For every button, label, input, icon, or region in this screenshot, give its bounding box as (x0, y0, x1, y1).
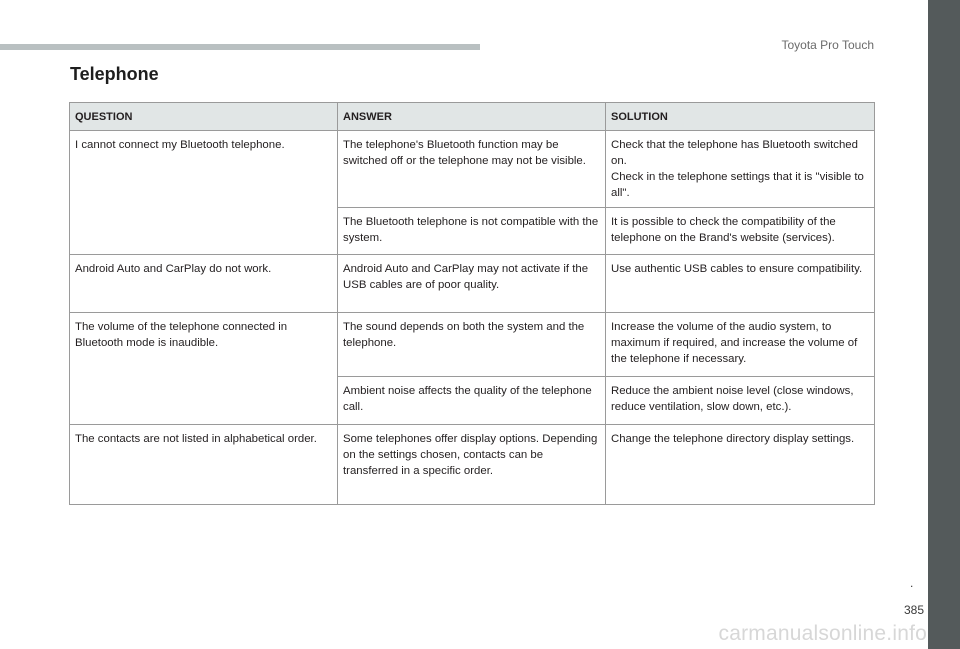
solution-line: Use authentic USB cables to ensure compatibility. (611, 263, 863, 275)
solution-line: Increase the volume of the audio system, to maximum if required, and increase the volume of the telephone if necessary. (611, 321, 858, 365)
chapter-side-bar (928, 0, 960, 649)
table-row (70, 425, 875, 505)
solution-cell (606, 425, 875, 505)
table-header-row (70, 103, 875, 131)
header-solution: SOLUTION (606, 103, 875, 131)
header-answer: ANSWER (338, 103, 606, 131)
answer-cell: The telephone's Bluetooth function may be switched off or the telephone may not be visible. (338, 131, 606, 208)
solution-line: Reduce the ambient noise level (close windows, reduce ventilation, slow down, etc.). (611, 385, 854, 413)
section-title: Telephone (70, 64, 159, 84)
table-row (70, 255, 875, 313)
page-dots: . (910, 576, 914, 590)
question-cell: I cannot connect my Bluetooth telephone. (70, 131, 338, 255)
solution-line: Check that the telephone has Bluetooth switched on. (611, 139, 858, 167)
table-row (70, 313, 875, 377)
troubleshooting-table (69, 102, 875, 505)
solution-line: It is possible to check the compatibility of the telephone on the Brand's website (services). (611, 216, 836, 244)
solution-cell (606, 255, 875, 313)
solution-cell (606, 208, 875, 255)
answer-cell: Some telephones offer display options. Depending on the settings chosen, contacts can be transferred in a specific order. (338, 425, 606, 505)
watermark: carmanualsonline.info (718, 622, 927, 645)
solution-cell (606, 313, 875, 377)
page-number: 385 (903, 603, 924, 617)
solution-cell (606, 131, 875, 208)
header-question: QUESTION (70, 103, 338, 131)
question-cell: The contacts are not listed in alphabetical order. (70, 425, 338, 505)
solution-line: Check in the telephone settings that it is "visible to all". (611, 171, 864, 199)
header-rule (0, 44, 480, 50)
solution-line: Change the telephone directory display settings. (611, 433, 855, 445)
solution-cell (606, 377, 875, 425)
question-cell: The volume of the telephone connected in Bluetooth mode is inaudible. (70, 313, 338, 425)
table-row (70, 131, 875, 208)
question-cell: Android Auto and CarPlay do not work. (70, 255, 338, 313)
answer-cell: Android Auto and CarPlay may not activate if the USB cables are of poor quality. (338, 255, 606, 313)
answer-cell: Ambient noise affects the quality of the telephone call. (338, 377, 606, 425)
answer-cell: The sound depends on both the system and the telephone. (338, 313, 606, 377)
answer-cell: The Bluetooth telephone is not compatible with the system. (338, 208, 606, 255)
manual-title: Toyota Pro Touch (781, 38, 874, 52)
